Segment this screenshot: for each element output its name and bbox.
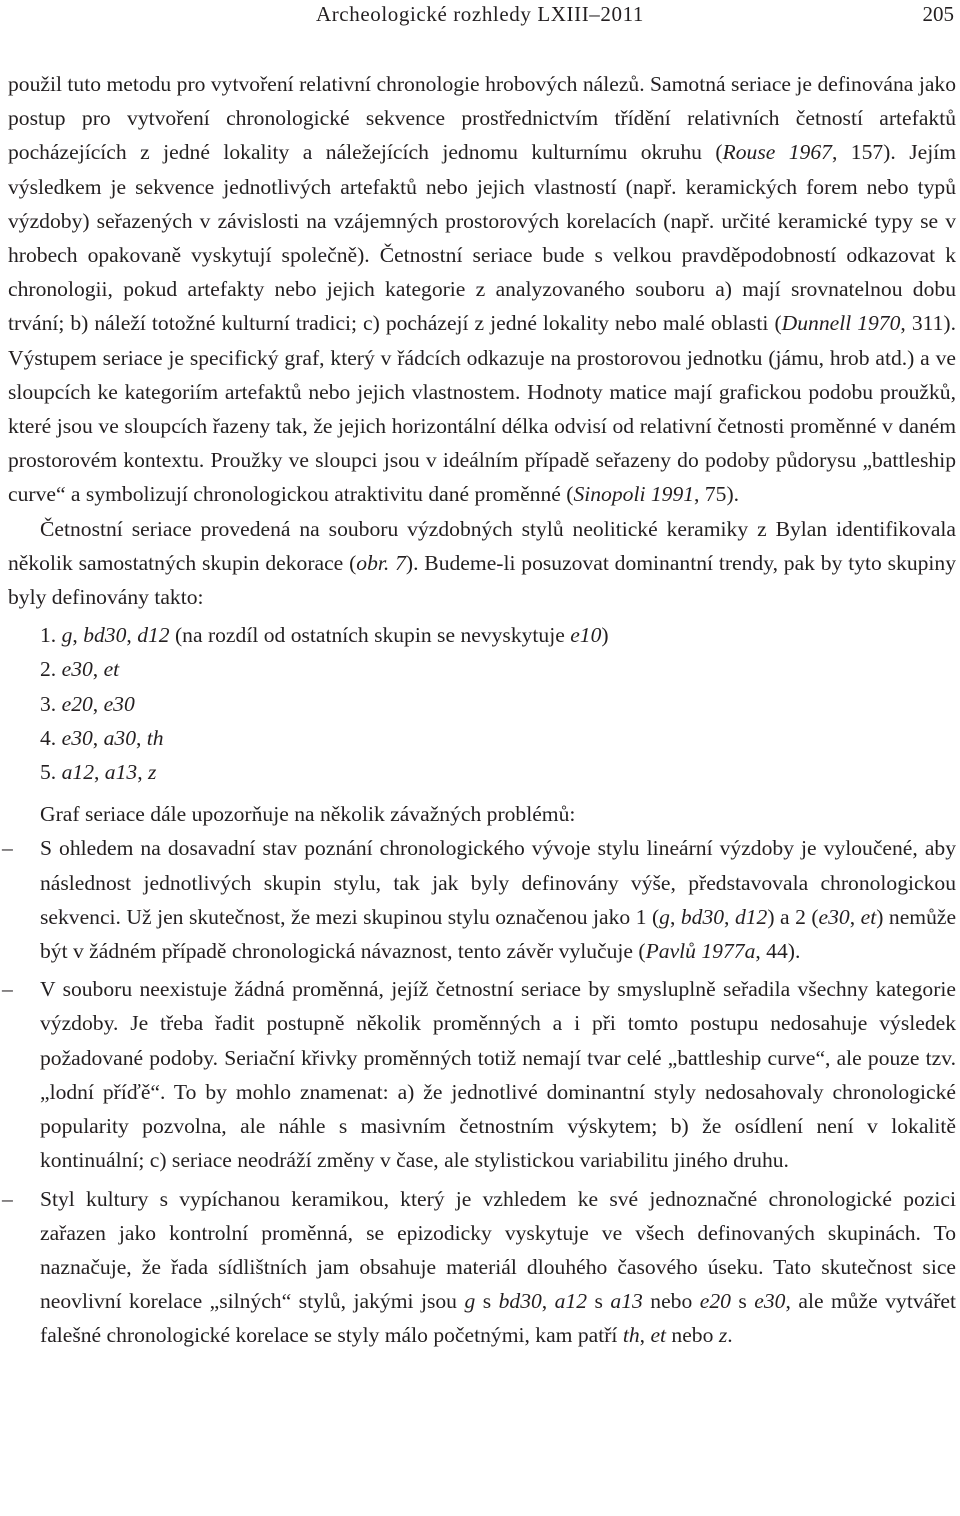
- text-run: , 157). Jejím výsledkem je sekvence jednotlivých artefaktů nebo jejich vlastností (např. keramických forem nebo typů výzdoby) seřazených v závislosti na vzájemných prostorových korelacích (např. určité keramické typy se v hrobech opakovaně vyskytují společně). Četnostní seriace bude s velkou pravděpodobností odkazovat k chronologii, pokud artefakty nebo jejich kategorie z analyzovaného souboru a) mají srovnatelnou dobu trvání; b) náleží totožné kulturní tradici; c) pocházejí z jedné lokality nebo malé oblasti (: [8, 140, 956, 336]
- text-run: ) a 2 (: [767, 904, 819, 929]
- item-number: 2.: [40, 657, 57, 682]
- text-run: Styl kultury s vypíchanou keramikou, který je vzhledem ke své jednoznačné chronologické pozici zařazen jako kontrolní proměnná, se epizodicky vyskytuje ve všech definovaných skupinách. To naznačuje, že řada sídlištních jam obsahuje materiál dlouhého časového úseku. Tato skutečnost sice neovlivní korelace „silných“ stylů, jakými jsou: [40, 1186, 956, 1314]
- item-number: 4.: [40, 725, 57, 750]
- style-code: a13: [104, 760, 138, 785]
- citation-author: Dunnell 1970: [781, 311, 901, 336]
- item-number: 1.: [40, 623, 57, 648]
- style-code: e30: [754, 1289, 786, 1314]
- item-note: (na rozdíl od ostatních skupin se nevyskytuje: [169, 623, 571, 648]
- list-item: 3. e20, e30: [40, 691, 135, 716]
- text-run: V souboru neexistuje žádná proměnná, jejíž četnostní seriace by smysluplně seřadila všechny kategorie výzdoby. Je třeba řadit postupně několik proměnných a i při tomto postupu nedosahuje výsledek požadované podoby. Seriační křivky proměnných totiž nemají tvar celé „battleship curve“, ale pouze tzv. „lodní příďě“. To by mohlo znamenat: a) že jednotlivé dominantní styly nedosahovaly chronologické popularity pozvolna, ale náhle s masivním četnostním výskytem; b) že osídlení není v lokalitě kontinuální; c) seriace neodráží změny v čase, ale stylistickou variabilitu jiného druhu.: [40, 977, 956, 1173]
- style-code: e10: [570, 623, 602, 648]
- text-run: S ohledem na dosavadní stav poznání chronologického vývoje stylu lineární výzdoby je vyloučené, aby následnost jednotlivých skupin stylu, tak jak byly definovány výše, představovala chronologickou sekvenci. Už jen skutečnost, že mezi skupinou stylu označenou jako 1 (: [40, 836, 956, 929]
- style-code: et: [860, 904, 877, 929]
- text-run: s: [730, 1289, 755, 1314]
- text-run: ) nemůže být v žádném případě chronologická návaznost, tento závěr vylučuje (: [40, 904, 957, 964]
- dash-marker: –: [2, 977, 13, 1002]
- style-code: a12: [554, 1289, 588, 1314]
- list-item: 4. e30, a30, th: [40, 725, 164, 750]
- text-run: ,: [541, 1289, 555, 1314]
- text-run: Četnostní seriace provedená na souboru výzdobných stylů neolitické keramiky z Bylan identifikovala několik samostatných skupin dekorace (: [8, 516, 956, 575]
- text-run: .: [727, 1323, 733, 1348]
- style-code: th: [622, 1323, 640, 1348]
- style-code: g: [659, 904, 670, 929]
- citation-author: Rouse 1967: [722, 140, 832, 165]
- problem-item: – S ohledem na dosavadní stav poznání chronologického vývoje stylu lineární výzdoby je vyloučené, aby následnost jednotlivých skupin stylu, tak jak byly definovány výše, představovala chronologickou sekvenci. Už jen skutečnost, že mezi skupinou stylu označenou jako 1 (g, bd30, d12) a 2 (e30, et) nemůže být v žádném případě chronologická návaznost, tento závěr vylučuje (Pavlů 1977a, 44).: [8, 831, 956, 968]
- style-code: z: [147, 760, 157, 785]
- text-run: ). Budeme-li posuzovat dominantní trendy, pak by tyto skupiny byly definovány takto:: [8, 550, 957, 610]
- item-note: ): [601, 623, 609, 648]
- style-code: a12: [61, 760, 94, 785]
- text-run: použil tuto metodu pro vytvoření relativní chronologie hrobových nálezů. Samotná seriace je definována jako postup pro vytvoření chronologické sekvence prostřednictvím třídění relativních četností artefaktů pocházejících z jedné lokality a náležejících jednomu kulturnímu okruhu (: [8, 72, 956, 165]
- paragraph-problems-intro: Graf seriace dále upozorňuje na několik závažných problémů:: [40, 802, 576, 827]
- text-run: s: [587, 1289, 611, 1314]
- text-run: , 44).: [755, 939, 801, 964]
- text-run: , ale může vytvářet falešné chronologické korelace se styly málo početnými, kam patří: [40, 1289, 956, 1348]
- style-code: e20: [61, 691, 93, 716]
- item-number: 3.: [40, 691, 57, 716]
- journal-title: Archeologické rozhledy LXIII–2011: [315, 2, 645, 26]
- problems-list: [2, 831, 957, 1352]
- style-code: a30: [103, 725, 136, 750]
- dash-marker: –: [2, 1186, 13, 1211]
- style-code: et: [650, 1323, 667, 1348]
- text-run: , 75).: [694, 482, 740, 507]
- style-code: e20: [699, 1289, 731, 1314]
- style-code: d12: [734, 904, 768, 929]
- style-code: g: [61, 623, 73, 648]
- style-code: bd30: [83, 623, 127, 648]
- page-number: 205: [922, 2, 954, 26]
- style-code: bd30: [498, 1289, 542, 1314]
- item-number: 5.: [40, 760, 57, 785]
- text-run: , 311). Výstupem seriace je specifický graf, který v řádcích odkazuje na prostorovou jednotku (jámu, hrob atd.) a ve sloupcích ke kategoriím artefaktů nebo jejich vlastnostem. Hodnoty matice mají grafickou podobu proužků, které jsou ve sloupcích řazeny tak, že jejich horizontální délka odvisí od relativní četnosti proměnné v daném prostorovém kontextu. Proužky ve sloupci jsou v ideálním případě seřazeny do podoby půdorysu „battleship curve“ a symbolizují chronologickou atraktivitu dané proměnné (: [8, 311, 956, 507]
- text-run: ,: [639, 1323, 651, 1348]
- list-item: 5. a12, a13, z: [40, 760, 157, 785]
- citation-author: Sinopoli 1991: [573, 482, 695, 507]
- style-code: a13: [610, 1289, 643, 1314]
- text-run: nebo: [642, 1289, 700, 1314]
- running-header: [0, 0, 960, 30]
- style-code: d12: [137, 623, 170, 648]
- text-run: s: [475, 1289, 499, 1314]
- style-code: et: [103, 657, 120, 682]
- dash-marker: –: [2, 836, 13, 861]
- style-code: e30: [103, 691, 135, 716]
- paragraph-bylany-seriation: [8, 512, 956, 615]
- style-code: th: [146, 725, 164, 750]
- decoration-groups-list: [8, 618, 956, 789]
- style-code: g: [464, 1289, 476, 1314]
- list-item: 2. e30, et: [40, 657, 120, 682]
- problem-item: [2, 972, 956, 1177]
- figure-reference: obr. 7: [356, 550, 406, 575]
- text-run: nebo: [666, 1323, 719, 1348]
- style-code: z: [718, 1323, 728, 1348]
- problem-item: [2, 1182, 956, 1353]
- style-code: e30: [61, 725, 93, 750]
- list-item: 1. g, bd30, d12 (na rozdíl od ostatních skupin se nevyskytuje e10): [40, 623, 609, 648]
- style-code: e30: [818, 904, 850, 929]
- article-body: [2, 67, 957, 1357]
- paragraph-seriation-definition: [8, 67, 956, 512]
- style-code: bd30: [680, 904, 725, 929]
- citation-author: Pavlů 1977a: [645, 939, 756, 964]
- style-code: e30: [61, 657, 93, 682]
